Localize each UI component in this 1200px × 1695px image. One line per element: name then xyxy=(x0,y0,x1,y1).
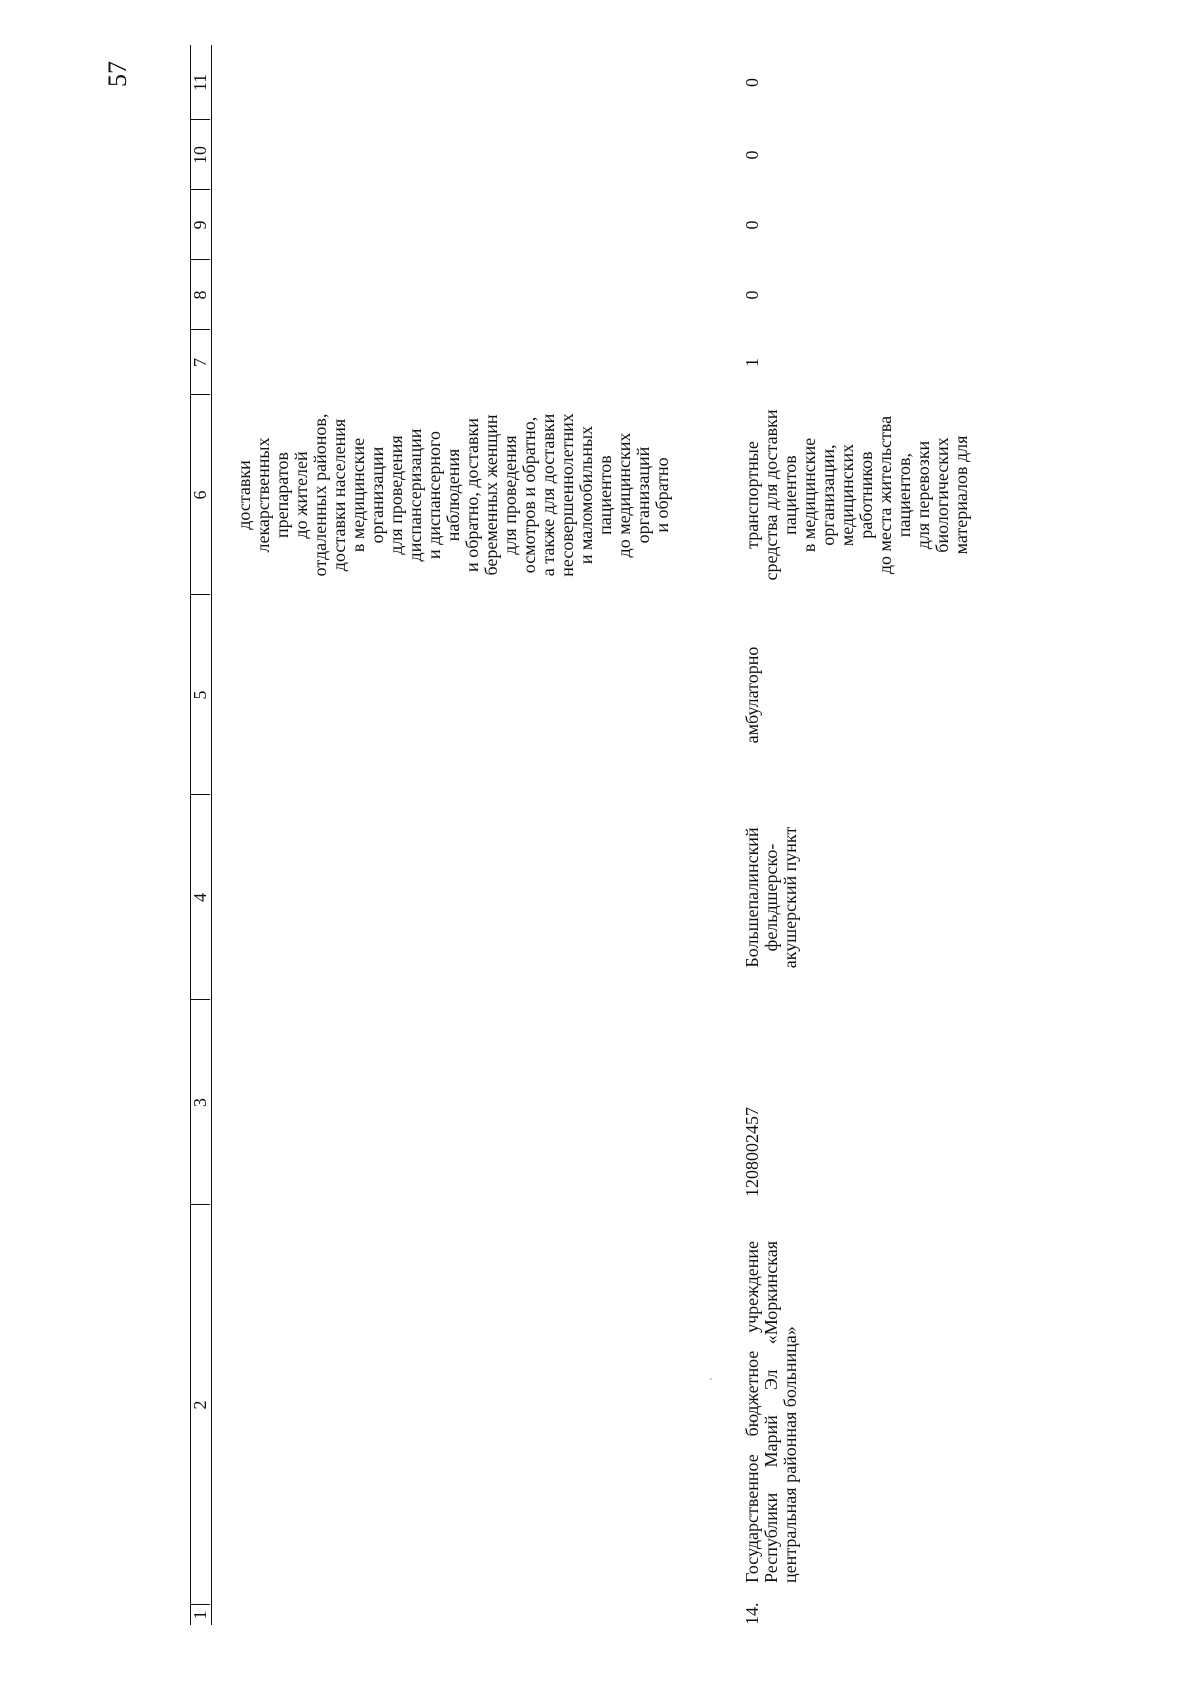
column-number-1: 1 xyxy=(190,1610,210,1620)
text-line: осмотров и обратно, xyxy=(519,416,539,574)
table-sheet xyxy=(190,45,1190,1625)
column-number-4: 4 xyxy=(190,893,210,902)
text-line: организаций xyxy=(633,446,653,544)
text-line: в медицинские xyxy=(348,437,368,553)
text-line: биологических xyxy=(932,437,952,553)
text-line: пациентов xyxy=(780,455,800,535)
text-line: и обратно xyxy=(652,457,672,533)
unit-name xyxy=(743,795,800,1000)
text-line: диспансеризации xyxy=(405,428,425,562)
text-line: организации xyxy=(367,446,387,544)
text-line: фельдшерско- xyxy=(761,843,781,952)
column-number-2: 2 xyxy=(190,1400,210,1410)
text-line: средства для доставки xyxy=(761,409,781,581)
text-line: препаратов xyxy=(272,452,292,538)
text-line: до жителей xyxy=(291,451,311,539)
continuation-purpose-cell xyxy=(235,395,672,595)
text-line: акушерский пункт xyxy=(780,826,800,969)
text-line: Большепалинский xyxy=(742,827,762,968)
column-number-row xyxy=(190,45,212,1625)
text-line: транспортные xyxy=(742,441,762,549)
value-col7: 1 xyxy=(742,358,762,367)
column-number-6: 6 xyxy=(190,490,210,500)
value-col8: 0 xyxy=(742,290,762,300)
text-line: для проведения xyxy=(500,435,520,555)
text-line: до медицинских xyxy=(614,432,634,558)
text-line: для перевозки xyxy=(913,440,933,550)
column-number-3: 3 xyxy=(190,1098,210,1107)
text-line: медицинских xyxy=(837,443,857,547)
text-line: доставки населения xyxy=(329,418,349,572)
text-line: для проведения xyxy=(386,435,406,555)
row-number: 14. xyxy=(742,1602,762,1625)
page-number: 57 xyxy=(103,61,132,87)
value-col9: 0 xyxy=(742,220,762,230)
text-line: отдаленных районов, xyxy=(310,413,330,577)
care-condition: амбулаторно xyxy=(742,646,762,744)
text-line: несовершеннолетних xyxy=(557,413,577,577)
text-line: наблюдения xyxy=(443,448,463,542)
column-number-5: 5 xyxy=(190,690,210,700)
scan-speck xyxy=(710,1378,712,1380)
text-line: и маломобильных xyxy=(576,425,596,565)
column-number-9: 9 xyxy=(190,220,210,230)
text-line: материалов для xyxy=(951,435,971,555)
column-number-11: 11 xyxy=(190,73,210,92)
text-line: лекарственных xyxy=(253,437,273,553)
organization-name: Государственное бюджетное учреждение Республики Марий Эл «Моркинская центральная районная больница» xyxy=(742,1241,800,1583)
column-number-10: 10 xyxy=(190,146,210,164)
text-line: до места жительства xyxy=(875,415,895,575)
text-line: и обратно, доставки xyxy=(462,418,482,572)
column-number-8: 8 xyxy=(190,290,210,300)
text-line: организации, xyxy=(818,444,838,546)
purpose-cell xyxy=(743,395,971,595)
text-line: пациентов xyxy=(595,455,615,535)
column-number-7: 7 xyxy=(190,358,210,367)
text-line: в медицинские xyxy=(799,437,819,553)
value-col10: 0 xyxy=(742,150,762,160)
text-line: беременных женщин xyxy=(481,414,501,576)
text-line: работников xyxy=(856,451,876,539)
text-line: и диспансерного xyxy=(424,431,444,559)
inn-value: 1208002457 xyxy=(742,1107,762,1197)
text-line: доставки xyxy=(234,460,254,530)
value-col11: 0 xyxy=(742,78,762,87)
text-line: пациентов, xyxy=(894,452,914,538)
text-line: а также для доставки xyxy=(538,413,558,577)
